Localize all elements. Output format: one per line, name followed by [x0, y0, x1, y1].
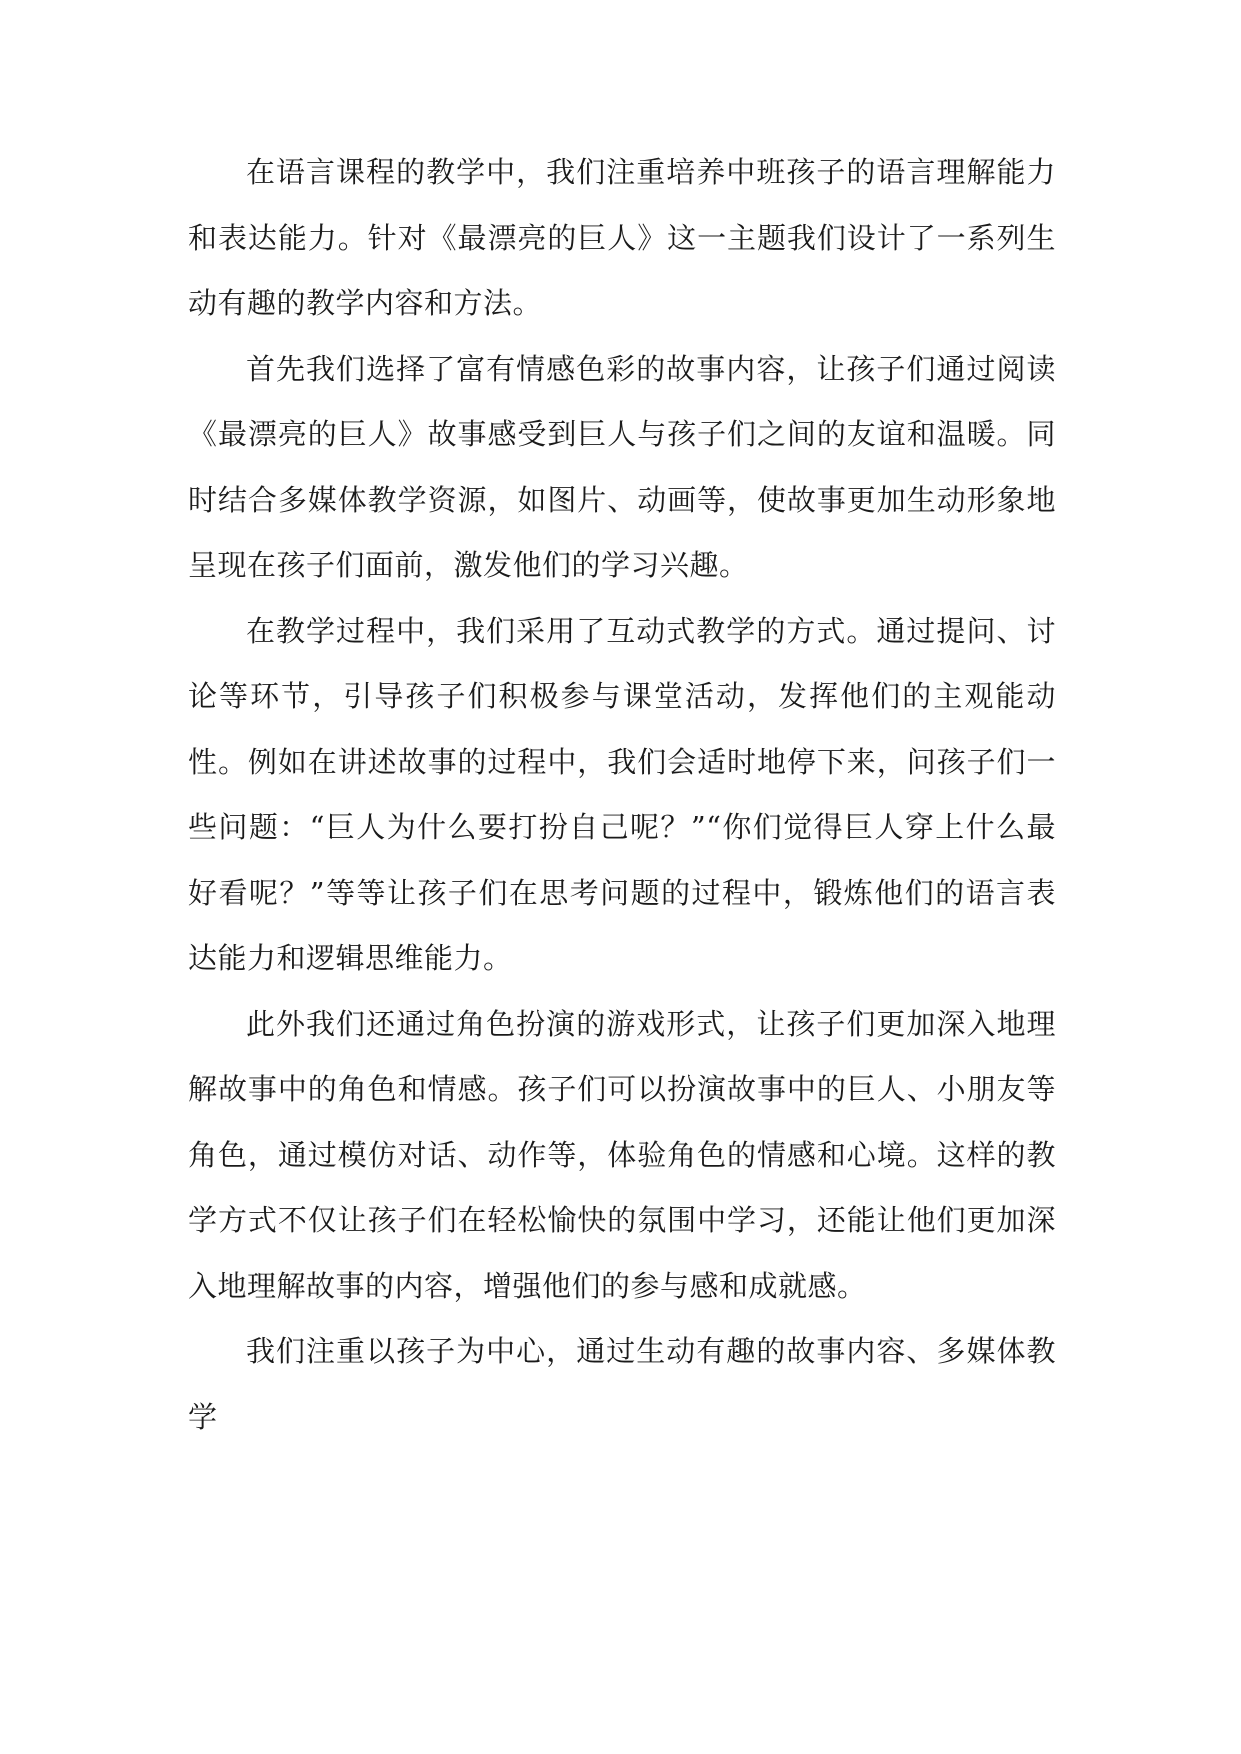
paragraph-1: 在语言课程的教学中，我们注重培养中班孩子的语言理解能力和表达能力。针对《最漂亮的巨人》这一主题我们设计了一系列生动有趣的教学内容和方法。 — [188, 155, 1056, 320]
document-body — [188, 140, 1056, 1450]
paragraph-5: 我们注重以孩子为中心，通过生动有趣的故事内容、多媒体教学 — [188, 1334, 1056, 1434]
paragraph-2: 首先我们选择了富有情感色彩的故事内容，让孩子们通过阅读《最漂亮的巨人》故事感受到巨人与孩子们之间的友谊和温暖。同时结合多媒体教学资源，如图片、动画等，使故事更加生动形象地呈现在孩子们面前，激发他们的学习兴趣。 — [188, 351, 1056, 582]
paragraph-4: 此外我们还通过角色扮演的游戏形式，让孩子们更加深入地理解故事中的角色和情感。孩子们可以扮演故事中的巨人、小朋友等角色，通过模仿对话、动作等，体验角色的情感和心境。这样的教学方式不仅让孩子们在轻松愉快的氛围中学习，还能让他们更加深入地理解故事的内容，增强他们的参与感和成就感。 — [188, 1006, 1056, 1303]
paragraph-3: 在教学过程中，我们采用了互动式教学的方式。通过提问、讨论等环节，引导孩子们积极参与课堂活动，发挥他们的主观能动性。例如在讲述故事的过程中，我们会适时地停下来，问孩子们一些问题：“巨人为什么要打扮自己呢？”“你们觉得巨人穿上什么最好看呢？”等等让孩子们在思考问题的过程中，锻炼他们的语言表达能力和逻辑思维能力。 — [188, 613, 1056, 975]
